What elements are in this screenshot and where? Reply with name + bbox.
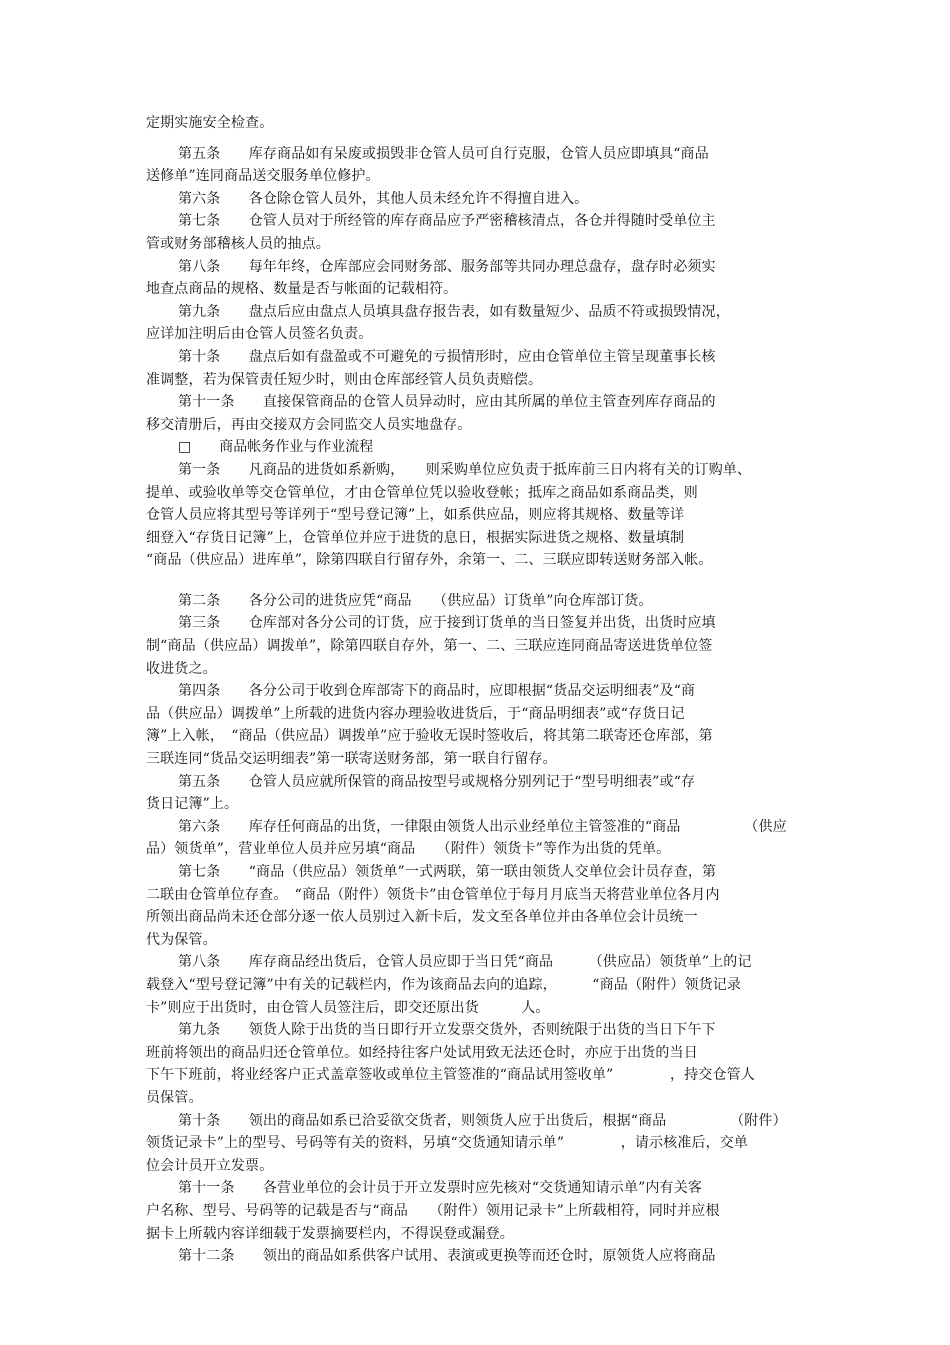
paragraph-line: 领货记录卡”上的型号、号码等有关的资料，另填“交货通知请示单” ，请示核准后，交单 xyxy=(146,1135,749,1152)
paragraph-line: 制“商品（供应品）调拨单”，除第四联自存外，第一、二、三联应连同商品寄送进货单位签 xyxy=(146,638,713,655)
paragraph-line: 卡”则应于出货时，由仓管人员签注后，即交还原出货 人。 xyxy=(146,999,550,1016)
article-7-accounting xyxy=(146,861,806,951)
article-9-storage xyxy=(146,301,806,346)
paragraph-line: 员保管。 xyxy=(146,1089,203,1106)
paragraph-line: 细登入“存货日记簿”上，仓管单位并应于进货的息日，根据实际进货之规格、数量填制 xyxy=(146,529,685,546)
paragraph-line: 位会计员开立发票。 xyxy=(146,1157,274,1174)
paragraph-line: 第十一条 各营业单位的会计员于开立发票时应先核对“交货通知请示单”内有关客 xyxy=(178,1180,703,1197)
article-6-storage xyxy=(146,188,806,211)
article-3-accounting xyxy=(146,612,806,680)
article-9-accounting xyxy=(146,1019,806,1109)
paragraph-line: 送修单”连同商品送交服务单位修护。 xyxy=(146,168,380,185)
paragraph-line: 第十条 领出的商品如系已洽妥欲交货者，则领货人应于出货后，根据“商品 （附件） xyxy=(178,1112,787,1129)
paragraph-line: 第九条 领货人除于出货的当日即行开立发票交货外，否则统限于出货的当日下午下 xyxy=(178,1022,716,1039)
paragraph-line: 货日记簿”上。 xyxy=(146,796,239,813)
article-8-accounting xyxy=(146,951,806,1019)
article-5-accounting xyxy=(146,771,806,816)
paragraph-line: 地查点商品的规格、数量是否与帐面的记载相符。 xyxy=(146,281,458,298)
paragraph-line: 管或财务部稽核人员的抽点。 xyxy=(146,235,330,252)
paragraph-line: 三联连同“货品交运明细表”第一联寄送财务部，第一联自行留存。 xyxy=(146,751,557,768)
paragraph-0 xyxy=(146,112,806,135)
paragraph-line: 收进货之。 xyxy=(146,660,217,677)
paragraph-line: 第七条 “商品（供应品）领货单”一式两联，第一联由领货人交单位会计员存查，第 xyxy=(178,864,717,880)
paragraph-line: 第十一条 直接保管商品的仓管人员异动时，应由其所属的单位主管查列库存商品的 xyxy=(178,394,716,411)
article-1-accounting xyxy=(146,459,806,572)
paragraph-line: 仓管人员应将其型号等详列于“型号登记簿”上，如系供应品，则应将其规格、数量等详 xyxy=(146,507,685,524)
paragraph-line: 载登入“型号登记簿”中有关的记载栏内，作为该商品去向的追踪， “商品（附件）领货记录 xyxy=(146,976,742,993)
article-8-storage xyxy=(146,256,806,301)
paragraph-line: 第九条 盘点后应由盘点人员填具盘存报告表，如有数量短少、品质不符或损毁情况， xyxy=(178,303,730,320)
paragraph-line: 户名称、型号、号码等的记载是否与“商品 （附件）领用记录卡”上所载相符，同时并应根 xyxy=(146,1202,720,1219)
article-12-accounting xyxy=(146,1245,806,1268)
article-6-accounting xyxy=(146,816,806,861)
paragraph-line: 准调整，若为保管责任短少时，则由仓库部经管人员负责赔偿。 xyxy=(146,371,543,388)
paragraph-line: 第八条 库存商品经出货后，仓管人员应即于当日凭“商品 （供应品）领货单”上的记 xyxy=(178,954,752,971)
paragraph-line: 据卡上所载内容详细载于发票摘要栏内，不得误登或漏登。 xyxy=(146,1225,514,1242)
article-5-storage xyxy=(146,143,806,188)
paragraph-line: 第二条 各分公司的进货应凭“商品 （供应品）订货单”向仓库部订货。 xyxy=(178,592,653,609)
paragraph-line: 第四条 各分公司于收到仓库部寄下的商品时，应即根据“货品交运明细表”及“商 xyxy=(178,683,696,700)
paragraph-line: 二联由仓管单位存查。 “商品（附件）领货卡”由仓管单位于每月月底当天将营业单位各月内 xyxy=(146,886,720,903)
paragraph-line: 品）领货单”，营业单位人员并应另填“商品 （附件）领货卡”等作为出货的凭单。 xyxy=(146,841,671,858)
paragraph-line: 第十二条 领出的商品如系供客户试用、表演或更换等而还仓时，原领货人应将商品 xyxy=(178,1248,716,1265)
paragraph-line: 第七条 仓管人员对于所经管的库存商品应予严密稽核清点，各仓并得随时受单位主 xyxy=(178,213,716,230)
paragraph-line: 簿”上入帐， “商品（供应品）调拨单”应于验收无误时签收后，将其第二联寄还仓库部，第 xyxy=(146,728,713,745)
paragraph-line: 班前将领出的商品归还仓管单位。如经持往客户处试用致无法还仓时，亦应于出货的当日 xyxy=(146,1044,698,1061)
paragraph-line: 第十条 盘点后如有盘盈或不可避免的亏损情形时，应由仓管单位主管呈现董事长核 xyxy=(178,348,716,365)
paragraph-line: “商品（供应品）进库单”，除第四联自行留存外，余第一、二、三联应即转送财务部入帐。 xyxy=(146,552,713,569)
paragraph-line: 代为保管。 xyxy=(146,931,217,948)
article-11-storage xyxy=(146,391,806,436)
paragraph-line: 品（供应品）调拨单”上所载的进货内容办理验收进货后，于“商品明细表”或“存货日记 xyxy=(146,705,685,722)
paragraph-line: 第六条 库存任何商品的出货，一律限由领货人出示业经单位主管签准的“商品 （供应 xyxy=(178,818,787,835)
article-10-storage xyxy=(146,346,806,391)
paragraph-line: 提单、或验收单等交仓管单位，才由仓管单位凭以验收登帐；抵库之商品如系商品类，则 xyxy=(146,484,698,501)
article-11-accounting xyxy=(146,1177,806,1245)
paragraph-line: 所领出商品尚未还仓部分逐一依人员别过入新卡后，发文至各单位并由各单位会计员统一 xyxy=(146,909,698,926)
document-body xyxy=(146,112,806,1268)
article-2-accounting xyxy=(146,590,806,613)
paragraph-line: 定期实施安全检查。 xyxy=(146,115,274,131)
article-4-accounting xyxy=(146,680,806,770)
paragraph-line: 第五条 仓管人员应就所保管的商品按型号或规格分别列记于“型号明细表”或“存 xyxy=(178,773,696,790)
paragraph-line: 应详加注明后由仓管人员签名负责。 xyxy=(146,326,373,343)
paragraph-line: 第六条 各仓除仓管人员外，其他人员未经允许不得擅自进入。 xyxy=(178,190,589,207)
article-7-storage xyxy=(146,210,806,255)
section-title: □ 商品帐务作业与作业流程 xyxy=(178,439,374,456)
article-10-accounting xyxy=(146,1110,806,1178)
paragraph-line: 第八条 每年年终，仓库部应会同财务部、服务部等共同办理总盘存，盘存时必须实 xyxy=(178,258,716,275)
paragraph-line: 移交清册后，再由交接双方会同监交人员实地盘存。 xyxy=(146,416,472,433)
paragraph-line: 下午下班前，将业经客户正式盖章签收或单位主管签准的“商品试用签收单” ，持交仓管人 xyxy=(146,1067,755,1084)
paragraph-line: 第五条 库存商品如有呆废或损毁非仓管人员可自行克服，仓管人员应即填具“商品 xyxy=(178,145,709,162)
paragraph-line: 第三条 仓库部对各分公司的订货，应于接到订货单的当日签复并出货，出货时应填 xyxy=(178,615,716,632)
paragraph-line: 第一条 凡商品的进货如系新购， 则采购单位应负责于抵库前三日内将有关的订购单、 xyxy=(178,461,752,478)
